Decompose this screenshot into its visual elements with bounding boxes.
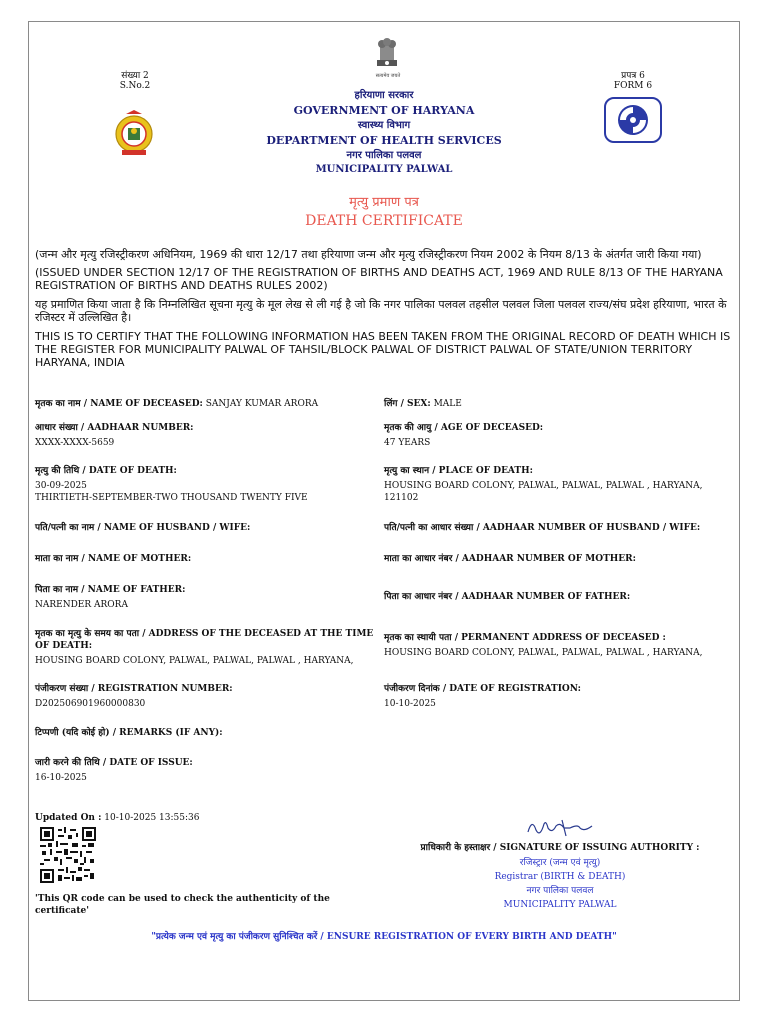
age-label: मृतक की आयु / AGE OF DECEASED:: [384, 423, 544, 433]
field-registration-date: [384, 683, 729, 710]
issue-value: 16-10-2025: [35, 773, 87, 783]
father-value: NARENDER ARORA: [35, 600, 128, 610]
intro-hindi-certify: यह प्रमाणित किया जाता है कि निम्नलिखित सूचना मृत्यु के मूल लेख से ली गई है जो कि नगर पालिका पलवल तहसील पलवल जिला पलवल राज्य/संघ प्रदेश हरियाणा, भारत के रजिस्टर में उल्लिखित है।: [35, 298, 727, 324]
dept-hi: स्वास्थ्य विभाग: [357, 120, 411, 131]
addr-death-label: मृतक का मृत्यु के समय का पता / ADDRESS OF THE DECEASED AT THE TIME OF DEATH:: [35, 629, 374, 651]
form-number: [598, 68, 668, 91]
field-mother-aadhaar: [384, 553, 729, 565]
name-value: SANJAY KUMAR ARORA: [202, 399, 319, 409]
regdate-label: पंजीकरण दिनांक / DATE OF REGISTRATION:: [384, 684, 581, 694]
updated-label: Updated On :: [35, 813, 102, 823]
regno-label: पंजीकरण संख्या / REGISTRATION NUMBER:: [35, 684, 233, 694]
pod-label: मृत्यु का स्थान / PLACE OF DEATH:: [384, 466, 533, 476]
dod-value: 30-09-2025: [35, 481, 87, 491]
field-spouse-aadhaar: [384, 522, 729, 534]
sex-value: MALE: [430, 399, 462, 409]
qr-code-icon[interactable]: [40, 827, 96, 883]
aadhaar-label: आधार संख्या / AADHAAR NUMBER:: [35, 423, 194, 433]
serial-number: [100, 68, 170, 91]
field-age: [384, 422, 729, 449]
addr-perm-value: HOUSING BOARD COLONY, PALWAL, PALWAL, PALWAL , HARYANA,: [384, 648, 703, 658]
title-hi: मृत्यु प्रमाण पत्र: [349, 195, 419, 210]
addr-death-value: HOUSING BOARD COLONY, PALWAL, PALWAL, PALWAL , HARYANA,: [35, 656, 354, 666]
name-label: मृतक का नाम / NAME OF DECEASED:: [35, 399, 203, 409]
crs-logo-icon: [604, 97, 662, 143]
field-aadhaar: [35, 422, 380, 449]
field-mother-name: [35, 553, 380, 565]
qr-note: 'This QR code can be used to check the authenticity of the certificate': [35, 894, 330, 916]
govt-en: GOVERNMENT OF HARYANA: [293, 104, 475, 117]
updated-value: 10-10-2025 13:55:36: [101, 813, 200, 823]
serial-hi: संख्या 2: [121, 71, 149, 81]
form-en: FORM 6: [613, 81, 653, 91]
registrar-hi: रजिस्ट्रार (जन्म एवं मृत्यु): [519, 858, 601, 868]
haryana-seal-icon: [114, 110, 154, 158]
registrar-block: [440, 856, 680, 912]
sig-label: प्राधिकारी के हस्ताक्षर / SIGNATURE OF ISSUING AUTHORITY :: [420, 843, 700, 853]
dept-en: DEPARTMENT OF HEALTH SERVICES: [266, 134, 502, 147]
regdate-value: 10-10-2025: [384, 699, 436, 709]
intro-english-certify: THIS IS TO CERTIFY THAT THE FOLLOWING INFORMATION HAS BEEN TAKEN FROM THE ORIGINAL RECORD OF DEATH WHICH IS THE REGISTER FOR MUNICIPALITY PALWAL OF TAHSIL/BLOCK PALWAL OF DISTRICT PALWAL OF STATE/UNION TERRITORY HARYANA, INDIA: [35, 330, 731, 369]
field-remarks: [35, 727, 380, 739]
field-address-at-death: [35, 628, 380, 667]
issue-label: जारी करने की तिथि / DATE OF ISSUE:: [35, 758, 193, 768]
form-hi: प्रपत्र 6: [621, 71, 645, 81]
father-label: पिता का नाम / NAME OF FATHER:: [35, 585, 186, 595]
field-spouse-name: [35, 522, 380, 534]
field-permanent-address: [384, 632, 729, 659]
registrar-en: Registrar (BIRTH & DEATH): [494, 872, 626, 882]
muni-hi: नगर पालिका पलवल: [346, 150, 422, 161]
serial-en: S.No.2: [119, 81, 151, 91]
spouse-aadhaar-label: पति/पत्नी का आधार संख्या / AADHAAR NUMBER OF HUSBAND / WIFE:: [384, 523, 701, 533]
muni-en: MUNICIPALITY PALWAL: [315, 164, 453, 175]
registrar-muni-en: MUNICIPALITY PALWAL: [503, 900, 617, 910]
pod-value: HOUSING BOARD COLONY, PALWAL, PALWAL, PALWAL , HARYANA, 121102: [384, 481, 703, 503]
mother-aadhaar-label: माता का आधार नंबर / AADHAAR NUMBER OF MOTHER:: [384, 554, 636, 564]
signature-label: [400, 842, 720, 854]
govt-hi: हरियाणा सरकार: [354, 90, 414, 101]
title-en: DEATH CERTIFICATE: [305, 213, 463, 229]
age-value: 47 YEARS: [384, 438, 431, 448]
addr-perm-label: मृतक का स्थायी पता / PERMANENT ADDRESS OF DECEASED :: [384, 633, 666, 643]
intro-english-act: (ISSUED UNDER SECTION 12/17 OF THE REGISTRATION OF BIRTHS AND DEATHS ACT, 1969 AND RULE 8/13 OF THE HARYANA REGISTRATION OF BIRTHS AND DEATHS RULES 2002): [35, 266, 723, 292]
field-name-of-deceased: [35, 391, 380, 410]
field-father-name: [35, 584, 380, 611]
updated-on: [35, 805, 380, 824]
dod-words: THIRTIETH-SEPTEMBER-TWO THOUSAND TWENTY FIVE: [35, 493, 308, 503]
father-aadhaar-label: पिता का आधार नंबर / AADHAAR NUMBER OF FATHER:: [384, 592, 631, 602]
emblem-motto: सत्यमेव जयते: [375, 73, 401, 79]
field-date-of-issue: [35, 757, 380, 784]
mother-label: माता का नाम / NAME OF MOTHER:: [35, 554, 192, 564]
aadhaar-value: XXXX-XXXX-5659: [35, 438, 115, 448]
field-father-aadhaar: [384, 591, 729, 603]
regno-value: D202506901960000830: [35, 699, 146, 709]
spouse-label: पति/पत्नी का नाम / NAME OF HUSBAND / WIFE:: [35, 523, 251, 533]
field-date-of-death: [35, 465, 380, 504]
registrar-muni-hi: नगर पालिका पलवल: [526, 886, 594, 896]
dod-label: मृत्यु की तिथि / DATE OF DEATH:: [35, 466, 177, 476]
slogan: "प्रत्येक जन्म एवं मृत्यु का पंजीकरण सुनिश्चित करें / ENSURE REGISTRATION OF EVERY BIRTH AND DEATH": [151, 932, 617, 942]
field-place-of-death: [384, 465, 714, 504]
header-block: [234, 89, 534, 177]
field-registration-number: [35, 683, 380, 710]
field-sex: [384, 391, 729, 410]
remarks-label: टिप्पणी (यदि कोई हो) / REMARKS (IF ANY):: [35, 728, 223, 738]
intro-hindi-act: (जन्म और मृत्यु रजिस्ट्रीकरण अधिनियम, 1969 की धारा 12/17 तथा हरियाणा जन्म और मृत्यु रजिस्ट्रीकरण नियम 2002 के नियम 8/13 के अंतर्गत जारी किया गया): [35, 248, 702, 261]
national-emblem-icon: [372, 36, 402, 78]
sex-label: लिंग / SEX:: [384, 399, 431, 409]
signature-icon: [522, 814, 602, 840]
